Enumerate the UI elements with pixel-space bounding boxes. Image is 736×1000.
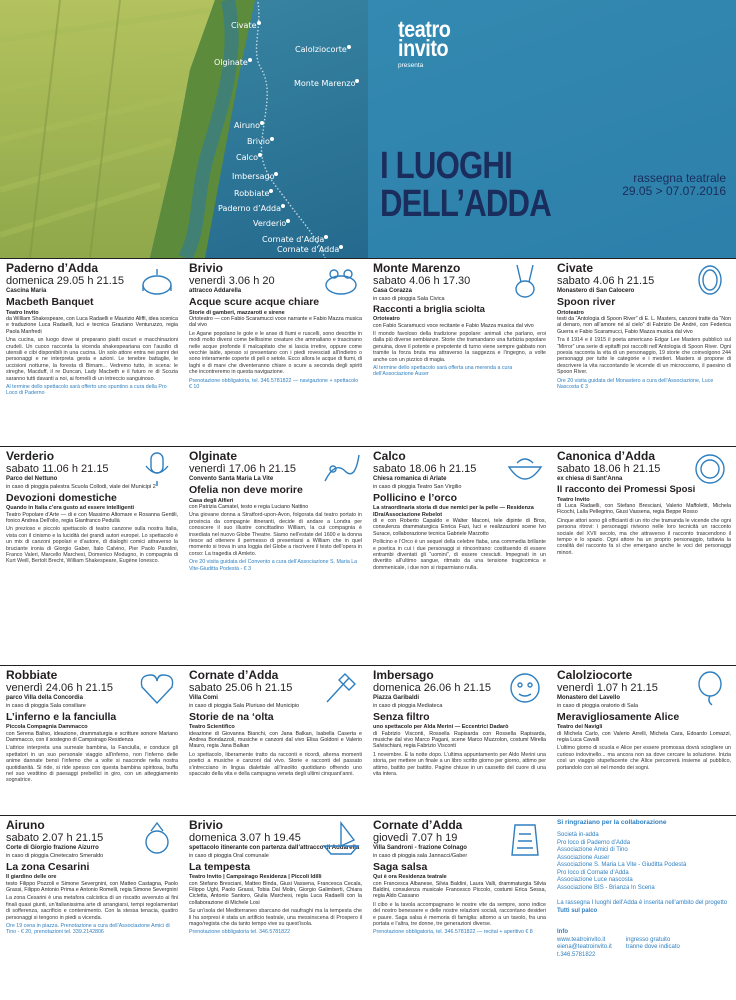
event-description: L’ultimo giorno di scuola e Alice per essere promossa dovrà sciogliere un curioso indovinello... ma ancora non sa dove cercare la soluzione. Inizia così un viaggio stupefacente che Alice percorrerà insieme al pubblico, portandolo con sé nel mondo dei sogni. xyxy=(557,745,731,771)
event-credits: con Serena Balivo, ideazione, drammaturgia e scritture sonore Mariano Dammacco, con il sostegno di Campsirago Residenza xyxy=(6,730,178,743)
event-title: Racconti a briglia sciolta xyxy=(373,303,485,315)
event-rain-venue: in caso di pioggia palestra Scuola Collodi, viale dei Municipi 2 xyxy=(6,484,156,490)
sponsor-item: Società in-adda xyxy=(557,832,599,838)
event-card xyxy=(0,446,183,665)
event-note: Prenotazione obbligatoria tel. 346.5781822 xyxy=(189,929,291,936)
info-free-entry: ingresso gratuito xyxy=(625,936,671,943)
event-venue: spettacolo itinerante con partenza dall’attracco di Addarella xyxy=(189,845,360,851)
sponsor-item: Associazione BIS - Brianza In Scena xyxy=(557,884,655,891)
event-note: Ore 20 visita guidata del Convento a cura dell’Associazione S. Maria La Vite-Giuditta Podestà - € 3 xyxy=(189,559,358,572)
event-credits: testi da “Antologia di Spoon River” di E. L. Masters, canzoni tratte da “Non al denaro, non all’amore né al cielo” di Fabrizio De André, con Federica Guerra e Fabio Scaramucci, Fabio Mazza musica dal vivo xyxy=(557,316,731,335)
event-company: Teatro Invito xyxy=(557,496,590,503)
map-place-label: Calco xyxy=(236,153,259,162)
event-date: domenica 26.06 h 21.15 xyxy=(373,682,492,694)
event-venue: attracco Addarella xyxy=(189,288,242,294)
map-place-label: Calolziocorte xyxy=(295,45,347,54)
event-company: Teatro Invito | Campsirago Residenza | Piccoli Idilli xyxy=(189,874,322,880)
brand-logo: teatro invito xyxy=(398,16,451,61)
event-date: sabato 18.06 h 21.15 xyxy=(557,463,661,475)
event-company: Teatro Scientifico xyxy=(189,724,235,730)
hero-banner xyxy=(0,0,736,258)
map-place-label: Robbiate xyxy=(234,189,270,198)
event-title: Macbeth Banquet xyxy=(6,296,94,308)
closing-text: La rassegna I luoghi dell’Adda è inserita nell’ambito del progetto xyxy=(557,900,728,906)
map-place-label: Cornate d’Adda xyxy=(262,235,325,244)
sponsors-heading: Si ringraziano per la collaborazione xyxy=(557,819,667,826)
event-venue: Corte di Giorgio frazione Aizurro xyxy=(6,845,99,851)
event-note: Prenotazione obbligatoria, tel. 346.5781822 — recital + aperitivo € 8 xyxy=(373,929,533,936)
event-note: Al termine dello spettacolo sarà offerta una merenda a cura dell’Associazione Auser xyxy=(373,364,513,378)
event-illustration-icon xyxy=(321,820,361,856)
event-illustration-icon xyxy=(690,670,730,706)
map-place-label: Airuno xyxy=(234,121,261,130)
event-illustration-icon xyxy=(505,451,545,487)
event-town: Brivio xyxy=(189,261,224,275)
event-company: Storie di gamberi, mazzaroti e sirene xyxy=(189,309,285,316)
event-illustration-icon xyxy=(137,820,177,856)
event-credits: con Francesca Albanese, Silvia Baldini, Laura Valli, drammaturgia Silvia Baldini, consulenza musicale Francesco Piccolo, costumi Erica Sessa, regia Aldo Cassano xyxy=(373,880,546,900)
event-venue: Monastero del Lavello xyxy=(557,695,621,701)
event-venue: Cascina Maria xyxy=(6,288,47,294)
event-company: Qui è ora Residenza teatrale xyxy=(373,874,447,880)
event-description: L’attrice interpreta una surreale bambina, la Fanciulla, e conduce gli spettatori in un suo personale viaggio all’inferno, non l’inferno delle anime dannate bensì l’inferno che a volte si nasconde nella nostra quotidianità. Si ride, si ride spesso con questa bambina spiritosa, buffa nel suo vestitino di paesaggi prebellici in giro, con un atteggiamento sognatrice. xyxy=(6,745,178,784)
event-town: Robbiate xyxy=(6,668,58,682)
sponsor-item: Associazione Luce nascosta xyxy=(557,877,633,883)
event-town: Paderno d’Adda xyxy=(6,261,99,275)
event-town: Olginate xyxy=(189,449,238,463)
info-email-link[interactable]: eiena@teatroinvito.it xyxy=(557,944,612,950)
event-credits: Teatro Popolare d’Arte — di e con Massimo Altomare e Rosanna Gentili, fonico Andrea Dell’olio, regia Gianfranco Pedullà xyxy=(6,511,178,524)
event-card xyxy=(367,815,551,1000)
event-date: sabato 4.06 h 21.15 xyxy=(557,275,655,287)
presenta-label: presenta xyxy=(398,62,424,69)
map-place-label: Monte Marenzo xyxy=(294,79,356,88)
event-credits: Ortoteatro — con Fabio Scaramucci voce narrante e Fabio Mazza musica dal vivo xyxy=(189,316,362,329)
event-title: Storie de na ‘olta xyxy=(189,710,274,723)
event-illustration-icon xyxy=(505,670,545,706)
sponsor-item: Pro loco di Paderno d’Adda xyxy=(557,839,631,846)
event-illustration-icon xyxy=(137,263,177,299)
event-description: Il cibo e la tavola accompagnano le nostre vite da sempre, sono indice del nostro benessere e delle nostre relazioni sociali, raccontano desideri e paure. Saga salsa è memoria di famiglia: attorno a un tavolo, fra una portata e l’altra, tre donne, tre generazioni diverse. xyxy=(373,901,546,927)
event-description: Un prezioso e piccolo spettacolo di teatro canzone sulla nostra Italia, vista con il cinismo e la lucidità dei grandi autori europei. Lo spettacolo è un mix di canzoni popolari e d’autore, di dialoghi comici attraverso la bruciante ironia di Giorgio Gaber, Italo Calvino, Pier Paolo Pasolini, Franco Valeri, Marcello Marchesi, Domenico Modugno, in compagnia di Kurt Weill, Bertolt Brecht, William Shakespeare, Eugène Ionesco. xyxy=(6,526,178,565)
event-venue: Piazza Garibaldi xyxy=(373,695,420,701)
event-rain-venue: in caso di pioggia Oral comunale xyxy=(189,853,269,859)
event-rain-venue: in caso di pioggia Mediateca xyxy=(373,703,443,709)
event-card xyxy=(183,815,367,1000)
event-title: Devozioni domestiche xyxy=(6,491,117,504)
event-rain-venue: in caso di pioggia Sala Civica xyxy=(373,296,445,302)
rassegna-label: rassegna teatrale xyxy=(633,171,726,185)
event-description: Il mondo favoloso della tradizione popolare: animali che parlano, eroi dalla più diverse sembianze. Storie che tramandano una furbizia popolare genuina, dove il potente e prepotente di turno viene sempre gabbato non tramite la forza bruta ma attraverso la saggezza e l’ingegno, a volte anche con un pizzico di magia. xyxy=(373,330,546,363)
event-illustration-icon xyxy=(137,451,177,487)
event-rain-venue: in caso di pioggia oratorio di Sala xyxy=(557,703,639,709)
closing-project: Tutti sul palco xyxy=(557,907,598,914)
event-venue: Casa Corazza xyxy=(373,288,413,294)
event-venue: Convento Santa Maria La Vite xyxy=(189,476,274,482)
sponsor-item: Pro loco di Cornate d’Adda xyxy=(557,869,629,876)
event-credits: con Fabio Scaramucci voce recitante e Fabio Mazza musica dal vivo xyxy=(373,322,534,329)
event-town: Imbersago xyxy=(373,668,434,682)
event-title: Il racconto dei Promessi Sposi xyxy=(557,484,696,495)
events-grid xyxy=(0,258,736,1000)
sponsors-panel xyxy=(551,815,736,1000)
event-company: uno spettacolo per Alda Merini — Eccentrici Dadarò xyxy=(373,724,509,730)
event-town: Brivio xyxy=(189,818,224,832)
event-note: Ore 19 cena in piazza. Prenotazione a cura dell’Associazione Amici di Tino - € 20, prenotazioni tel. 339.2142806 xyxy=(6,922,170,936)
event-credits: da William Shakespeare, con Luca Radaelli e Maurizio Aliffi, idea scenica e traduzione Luca Radaelli, luci e tecnica Graziano Venturuzzo, regia Paola Manfredi xyxy=(6,316,178,335)
event-card xyxy=(551,446,736,665)
event-town: Cornate d’Adda xyxy=(373,818,463,832)
event-company: Teatro Invito xyxy=(6,309,39,316)
event-title: Spoon river xyxy=(557,296,616,308)
event-description: La zona Cesarini è una metafora calcistica di un riscatto avvenuto ai fini finali quasi giunti, un’italianissima arte di arrangiarsi, tempi regolamentari di sofferenza, sacrificio e contenimento. Con la stessa tenacia, quattro personaggi si tengono in piedi a vicenda. xyxy=(6,895,178,921)
event-title: Meravigliosamente Alice xyxy=(557,710,680,723)
event-title: Senza filtro xyxy=(373,710,430,723)
event-company: Ortoteatro xyxy=(373,316,400,322)
event-town: Airuno xyxy=(6,818,45,832)
event-credits: testo Filippo Pozzoli e Simone Severgnini, con Matteo Castagna, Paolo Grassi, Filippo Antonio Prima e Antonio Romelli, regia Simone Severgnini xyxy=(6,880,178,893)
event-company: Teatro dei Navigli xyxy=(557,724,603,730)
info-site-link[interactable]: www.teatroinvito.it xyxy=(557,936,606,943)
map-place-label: Verderio xyxy=(253,219,287,228)
event-credits: con Stefano Bresciani, Matteo Binda, Giusi Vassena, Francesca Cecala, Filippo Ughi, Paolo Grassi, Tobia Dal Molin, Giorgio Galimberti, Chiara Cicletta, Antonio Santoro, Giulia Marchesi, regia Luca Radaelli con la collaborazione di Michele Losi xyxy=(189,880,362,906)
event-illustration-icon xyxy=(137,670,177,706)
event-town: Verderio xyxy=(6,449,55,463)
event-title: L’inferno e la fanciulla xyxy=(6,710,117,723)
event-title: Ofelia non deve morire xyxy=(189,484,303,496)
event-company: Il giardino delle ore xyxy=(6,874,57,880)
event-credits: ideazione di Giovanna Bianchi, con Jana Balkan, Isabella Caserta e Andrea Bondazzoli, musiche e canzoni dal vivo Elisa Goldoni e Valerio Mauro, regia Jana Balkan xyxy=(189,730,362,750)
event-date: sabato 25.06 h 21.15 xyxy=(189,682,293,694)
event-description: Lo spettacolo, liberamente tratto da racconti e ricordi, alterna momenti poetici a musiche e canzoni dal vivo. Storie e racconti del passato s’intrecciano in lingua dialettale all’insolito quotidiano offrendo uno spaccato della vita e della campagna veneta degli ultimi cinquant’anni. xyxy=(189,751,362,777)
event-card xyxy=(551,258,736,446)
event-town: Monte Marenzo xyxy=(373,261,461,275)
event-card xyxy=(0,665,183,815)
event-rain-venue: in caso di pioggia Teatro San Virgilio xyxy=(373,484,462,490)
event-card xyxy=(0,815,183,1000)
sponsor-item: Associazione Amici di Tino xyxy=(557,847,628,853)
event-description: Le Agane popolano le gole e le anse di fiumi e ruscelli, sono descritte in modi molto diversi come bellissime creature che ammaliano e trascinano nelle acque profonde il malcapitato che si lascia irretire, oppure come vecchie laide, spesso si presentano con i piedi rovesciati all’indietro o sono interamente coperte di peli o setole. Ecco allora le acque di fiumi, di laghi e di mare che diventeranno chiare o scure a seconda degli spiriti che incontreremo in questa navigazione. xyxy=(189,330,362,376)
event-illustration-icon xyxy=(321,263,361,299)
event-card xyxy=(0,258,183,446)
event-date: venerdì 17.06 h 21.15 xyxy=(189,463,297,475)
event-card xyxy=(183,665,367,815)
sponsor-item: Associazione S. Maria La Vite - Giuditta Podestà xyxy=(557,862,687,868)
event-date: venerdì 24.06 h 21.15 xyxy=(6,682,114,694)
event-title: La zona Cesarini xyxy=(6,860,90,873)
event-venue: Chiesa romanica di Arlate xyxy=(373,476,447,482)
poster-title: I LUOGHI DELL’ADDA xyxy=(380,145,551,225)
event-illustration-icon xyxy=(505,263,545,299)
info-phone: t.346.5781822 xyxy=(557,951,596,958)
event-title: La tempesta xyxy=(189,860,251,873)
event-illustration-icon xyxy=(690,263,730,299)
event-title: Acque scure acque chiare xyxy=(189,296,320,308)
event-illustration-icon xyxy=(321,670,361,706)
event-venue: Villa Sandroni - frazione Colnago xyxy=(373,845,467,851)
info-label: Info xyxy=(557,929,568,935)
event-venue: Parco del Nettuno xyxy=(6,476,58,482)
event-town: Canonica d’Adda xyxy=(557,449,656,463)
sponsor-item: Associazione Auser xyxy=(557,854,610,861)
map-place-label: Paderno d’Adda xyxy=(218,204,282,213)
event-title: Pollicino e l’orco xyxy=(373,491,458,504)
festival-dates: 29.05 > 07.07.2016 xyxy=(622,184,726,198)
event-rain-venue: in caso di pioggia Sala consiliare xyxy=(6,703,86,709)
aerial-map-image xyxy=(0,0,736,258)
event-company: La straordinaria storia di due nemici per la pelle — Residenza IDra/Associazione Rebelot xyxy=(373,505,534,518)
event-note: Ore 20 visita guidata del Monastero a cura dell’Associazione, Luce Nascosta € 3 xyxy=(557,377,714,391)
event-credits: di e con Roberto Capaldo e Walter Maconi, tele dipinte di Bros, consulenza drammaturgica Enrica Fazi, luci e realizzazioni scene Ivo Surace, collaborazione tecnica Gabriele Marzotto xyxy=(373,518,546,537)
event-description: Tra il 1914 e il 1915 il poeta americano Edgar Lee Masters pubblicò sul “Mirror” una serie di epitaffi poi raccolti nell’Antologia di Spoon River. Ogni poesia racconta la vita di un personaggio, 19 storie che coinvolgono 244 personaggi per tutte le categorie e i mestieri. Masters si propone di descrivere la vita raccontando le vicende di un microcosmo, il paesino di Spoon River. xyxy=(557,337,731,376)
map-place-label: Civate xyxy=(231,21,257,30)
event-credits: con Patrizia Camatel, testo e regia Luciano Nattino xyxy=(189,504,309,510)
event-illustration-icon xyxy=(321,451,361,487)
map-place-label: Olginate xyxy=(214,58,248,67)
event-date: venerdì 1.07 h 21.15 xyxy=(557,682,658,694)
event-card xyxy=(367,446,551,665)
event-date: giovedì 7.07 h 19 xyxy=(373,832,458,844)
event-date: sabato 4.06 h 17.30 xyxy=(373,275,471,287)
event-date: sabato 2.07 h 21.15 xyxy=(6,832,104,844)
event-town: Calco xyxy=(373,449,406,463)
event-card xyxy=(367,665,551,815)
event-town: Calolziocorte xyxy=(557,668,633,682)
event-credits: di Michela Carlo, con Valerio Arrelli, Michela Cara, Edoardo Lomazzi, regia Luca Cavalli xyxy=(557,730,731,743)
event-note: Prenotazione obbligatoria, tel. 346.5781822 — navigazione + spettacolo € 10 xyxy=(189,377,359,391)
event-description: Una giovane donna a Stratford-upon-Avon, folgorata dal teatro portato in provincia da compagnie itineranti, decide di andare a Londra per conoscere il suo illustre concittadino William, la cui compagnia è insediata nel nuovo Globe Theatre. Siamo nell’estate del 1600 e la donna riesce ad ottenere il permesso di presentarsi a William che in quel momento si trova in una loggia del Globe a riscrivere il testo dell’opera in corso: La tragedia di Amleto. xyxy=(189,512,362,557)
event-company: Quando in Italia c’era gusto ad essere intelligenti xyxy=(6,505,135,511)
event-description: Pollicino e l’Orco è un sequel della celebre fiaba, una commedia brillante e poetica in cui i due personaggi si riincontrano: costituendo di essere entrambi diventati gli “uomini”, di essere cresciuti. Impegnati in un divertito all’ultimo sangue, ritmato da una tensione tragicomica e dommenicale, i due non si risparmiano nulla. xyxy=(373,539,546,571)
info-except: tranne dove indicato xyxy=(625,944,680,950)
event-date: venerdì 3.06 h 20 xyxy=(189,275,275,287)
event-date: sabato 18.06 h 21.15 xyxy=(373,463,477,475)
event-company: Casa degli Alfieri xyxy=(189,497,234,504)
event-rain-venue: in caso di pioggia sala Jannacci/Gaber xyxy=(373,853,468,859)
event-description: Cinque attori sono gli officianti di un rito che tramanda le vicende che ogni persona ritrovi: i personaggi rivivono nelle loro tecnicità un racconto sociale del XVII secolo, ma che attraverso il racconto trascendono il tempo e lo spazio. Ogni attore ha un proprio personaggio, tuttavia la coralità del racconto fa sì che emergano anche le voci dei personaggi minori. xyxy=(557,517,731,556)
event-credits: di Fabrizio Visconti, Rossella Rapisarda con Rossella Rapisarda, musiche dal vivo Marco Pagani, scene Marco Muzzolon, costumi Mirella Salvischiani, regia Fabrizio Visconti xyxy=(373,730,546,750)
event-venue: Villa Comi xyxy=(189,695,218,701)
event-venue: parco Villa della Concordia xyxy=(6,695,83,701)
event-date: domenica 29.05 h 21.15 xyxy=(6,275,125,287)
map-place-label: Cornate d’Adda xyxy=(277,245,340,254)
event-credits: di Luca Radaelli, con Stefano Bresciani, Valerio Maffoletti, Michela Ficochi, Lalla Pellegrino, Giusi Vassena, regia Beppe Rosso xyxy=(557,503,731,516)
event-venue: Monastero di San Calocero xyxy=(557,288,635,294)
event-note: Al termine dello spettacolo sarà offerto uno spuntino a cura della Pro Loco di Paderno xyxy=(6,384,167,397)
event-company: Ortoteatro xyxy=(557,309,584,316)
event-company: Piccola Compagnia Dammacco xyxy=(6,724,88,730)
event-town: Cornate d’Adda xyxy=(189,668,279,682)
event-rain-venue: in caso di pioggia Sala Pluriuso del Municipio xyxy=(189,703,300,709)
event-title: Saga salsa xyxy=(373,860,428,873)
map-place-label: Brivio xyxy=(247,137,270,146)
map-place-label: Imbersago xyxy=(232,172,275,181)
event-card xyxy=(551,665,736,815)
event-venue: ex chiesa di Sant’Anna xyxy=(557,476,623,482)
event-town: Civate xyxy=(557,261,594,275)
event-description: 1 novembre. È la notte dopo. L’ultima appuntamento per Aldo Merini una storia, per mettere un finale a un libro scritto giorno per giorno, attimo per attimo, battito per battito. Pagine chiuse in un cassetto del cuore di una vita intera. xyxy=(373,751,546,777)
event-card xyxy=(367,258,551,446)
event-illustration-icon xyxy=(690,451,730,487)
event-illustration-icon xyxy=(505,820,545,856)
event-card xyxy=(183,258,367,446)
event-card xyxy=(183,446,367,665)
event-rain-venue: in caso di pioggia Cinetecatro Smeraldo xyxy=(6,853,104,859)
event-date: domenica 3.07 h 19.45 xyxy=(189,832,301,844)
event-date: sabato 11.06 h 21.15 xyxy=(6,463,109,475)
event-description: Una cucina, un luogo dove si preparano piatti oscuri e macchinazioni crudeli. Un cuoco racconta la vicenda shakespeariana con l’ausilio di utensili e cibi disponibili in una cucina. Un solo attore entra nei panni dei personaggi e ne interpreta gesta e azioni. Le tenebre battaglie, le uccisioni notturne, la foresta di Birnam... Vedremo tutto, in scena: le streghe, Macduff, il re Duncan, Lady Macbeth e il futuro re di Scozia saranno tutti davanti a noi, ai fornelli di un intreccio sanguinoso. xyxy=(6,337,178,382)
event-description: Su un’isola del Mediterraneo sbarcano dei naufraghi ma la tempesta che li ha sorpresi è stata un artificio teatrale, una messinscena di Prospero il mago/regista che da tanto tempo vive su quest’isola. xyxy=(189,908,362,927)
